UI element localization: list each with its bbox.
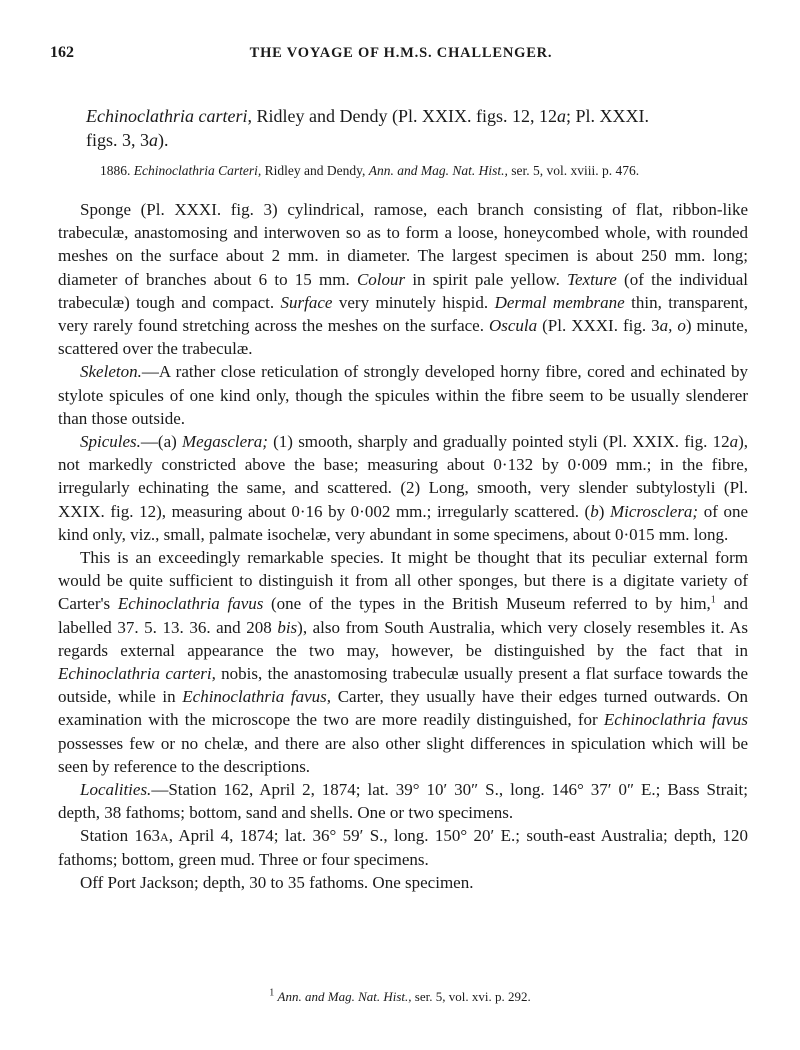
body-text: [58, 198, 748, 894]
remarks-paragraph: This is an exceedingly remarkable species. It might be thought that its peculiar external form would be quite sufficient to distinguish it from all other sponges, but there is a digitate variety of Carter's Echinoclathria favus (one of the types in the British Museum referred to by him,$^1$ and labelled 37. 5. 13. 36. and 208 bis), also from South Australia, which very closely resembles it. As regards external appearance the two may, however, be distinguished by the fact that in Echinoclathria carteri, nobis, the anastomosing trabeculæ usually present a flat surface towards the outside, while in Echinoclathria favus, Carter, they usually have their edges turned outwards. On examination with the microscope the two are more readily distinguished, for Echinoclathria favus possesses few or no chelæ, and there are also other slight differences in spiculation which will be seen by reference to the descriptions.: [58, 548, 749, 776]
footnote: $^1$ Ann. and Mag. Nat. Hist., ser. 5, vol. xvi. p. 292.: [269, 987, 531, 1004]
localities-paragraph: Localities.—Station 162, April 2, 1874; lat. 39° 10′ 30″ S., long. 146° 37′ 0″ E.; Bass Strait; depth, 38 fathoms; bottom, sand and shells. One or two specimens.: [58, 780, 748, 823]
species-heading: Echinoclathria carteri, Ridley and Dendy (Pl. XXIX. figs. 12, 12a; Pl. XXXI. figs. 3, 3a).: [86, 106, 649, 150]
description-paragraph: Sponge (Pl. XXXI. fig. 3) cylindrical, ramose, each branch consisting of flat, ribbon-like trabeculæ, anastomosing and interwoven so as to form a loose, honeycombed whole, with rounded meshes on the surface about 2 mm. in diameter. The largest specimen is about 250 mm. long; diameter of branches about 6 to 15 mm. Colour in spirit pale yellow. Texture (of the individual trabeculæ) tough and compact. Surface very minutely hispid. Dermal membrane thin, transparent, very rarely found stretching across the meshes on the surface. Oscula (Pl. XXXI. fig. 3a, o) minute, scattered over the trabeculæ.: [58, 200, 749, 359]
species-name: Echinoclathria carteri: [86, 106, 248, 126]
skeleton-paragraph: Skeleton.—A rather close reticulation of strongly developed horny fibre, cored and echinated by stylote spicules of one kind only, though the spicules within the fibre seem to be usually slenderer than those outside.: [58, 362, 748, 428]
spicules-paragraph: Spicules.—(a) Megasclera; (1) smooth, sharply and gradually pointed styli (Pl. XXIX. fig. 12a), not markedly constricted above the base; measuring about 0·132 by 0·009 mm.; in the fibre, irregularly echinating the same, and scattered. (2) Long, smooth, very slender subtylostyli (Pl. XXIX. fig. 12), measuring about 0·16 by 0·002 mm.; irregularly scattered. (b) Microsclera; of one kind only, viz., small, palmate isochelæ, very abundant in some specimens, about 0·015 mm. long.: [58, 432, 748, 544]
localities-station-163a: Station 163a, April 4, 1874; lat. 36° 59′ S., long. 150° 20′ E.; south-east Australia; depth, 120 fathoms; bottom, green mud. Three or four specimens.: [58, 826, 749, 869]
localities-port-jackson: Off Port Jackson; depth, 30 to 35 fathoms. One specimen.: [80, 872, 474, 892]
synonymy: 1886. Echinoclathria Carteri, Ridley and Dendy, Ann. and Mag. Nat. Hist., ser. 5, vol. xviii. p. 476.: [100, 163, 640, 178]
page-header: [50, 44, 752, 68]
page-number: 162: [50, 44, 74, 61]
footnote-ref: 1: [710, 594, 716, 606]
running-head: THE VOYAGE OF H.M.S. CHALLENGER.: [249, 45, 553, 61]
